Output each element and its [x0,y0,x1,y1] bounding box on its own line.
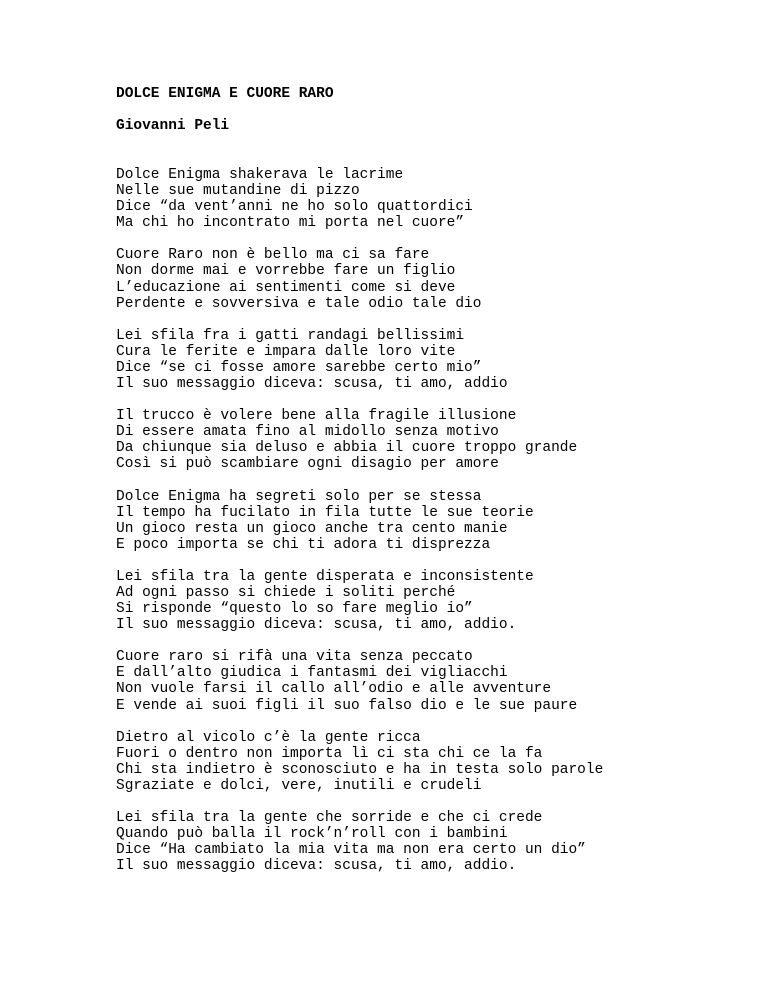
poem-line: Si risponde “questo lo so fare meglio io” [116,601,473,618]
poem-line: E vende ai suoi figli il suo falso dio e le sue paure [116,697,578,714]
poem-line: Chi sta indietro è sconosciuto e ha in testa solo parole [116,761,604,778]
poem-line: Dice “Ha cambiato la mia vita ma non era certo un dio” [116,842,586,859]
stanza [116,569,756,633]
poem-line: Dice “se ci fosse amore sarebbe certo mio” [116,359,482,376]
poem-line: Quando può balla il rock’n’roll con i bambini [116,826,508,843]
stanza [116,810,756,874]
poem-body [116,167,756,890]
poem-line: Perdente e sovversiva e tale odio tale dio [116,295,482,312]
stanza [116,408,756,472]
poem-title: DOLCE ENIGMA E CUORE RARO [116,86,334,102]
poem-line: Di essere amata fino al midollo senza motivo [116,424,499,441]
poem-line: Fuori o dentro non importa lì ci sta chi ce la fa [116,745,543,762]
poem-line: E dall’alto giudica i fantasmi dei vigliacchi [116,665,508,682]
poem-line: Dice “da vent’anni ne ho solo quattordici [116,199,473,216]
poem-line: Un gioco resta un gioco anche tra cento manie [116,520,508,537]
poem-line: Dietro al vicolo c’è la gente ricca [116,729,421,746]
poem-line: Da chiunque sia deluso e abbia il cuore troppo grande [116,440,578,457]
poem-line: Non vuole farsi il callo all’odio e alle avventure [116,681,552,698]
poem-line: Il trucco è volere bene alla fragile illusione [116,408,517,425]
poem-line: Cura le ferite e impara dalle loro vite [116,343,456,360]
poem-line: Così si può scambiare ogni disagio per amore [116,456,499,473]
poem-line: Lei sfila tra la gente che sorride e che ci crede [116,810,543,826]
stanza [116,167,756,231]
poem-line: Lei sfila tra la gente disperata e inconsistente [116,568,534,585]
poem-author: Giovanni Peli [116,118,230,134]
stanza [116,649,756,713]
poem-line: Cuore Raro non è bello ma ci sa fare [116,247,430,264]
poem-line: Lei sfila fra i gatti randagi bellissimi [116,327,465,344]
stanza [116,489,756,553]
poem-line: Il suo messaggio diceva: scusa, ti amo, addio [116,376,508,393]
stanza [116,328,756,392]
poem-line: Il suo messaggio diceva: scusa, ti amo, addio. [116,858,517,875]
poem-line: Il suo messaggio diceva: scusa, ti amo, addio. [116,617,517,634]
poem-line: Ma chi ho incontrato mi porta nel cuore” [116,215,465,232]
poem-line: Ad ogni passo si chiede i soliti perché [116,584,456,601]
poem-line: E poco importa se chi ti adora ti disprezza [116,536,491,553]
poem-line: Non dorme mai e vorrebbe fare un figlio [116,263,456,280]
stanza [116,730,756,794]
poem-line: Cuore raro si rifà una vita senza peccato [116,649,473,666]
poem-line: Dolce Enigma shakerava le lacrime [116,167,404,183]
poem-line: L’educazione ai sentimenti come si deve [116,279,456,296]
stanza [116,247,756,311]
poem-line: Il tempo ha fucilato in fila tutte le sue teorie [116,504,534,521]
poem-line: Nelle sue mutandine di pizzo [116,183,360,200]
poem-line: Sgraziate e dolci, vere, inutili e crudeli [116,777,482,794]
poem-line: Dolce Enigma ha segreti solo per se stessa [116,488,482,505]
